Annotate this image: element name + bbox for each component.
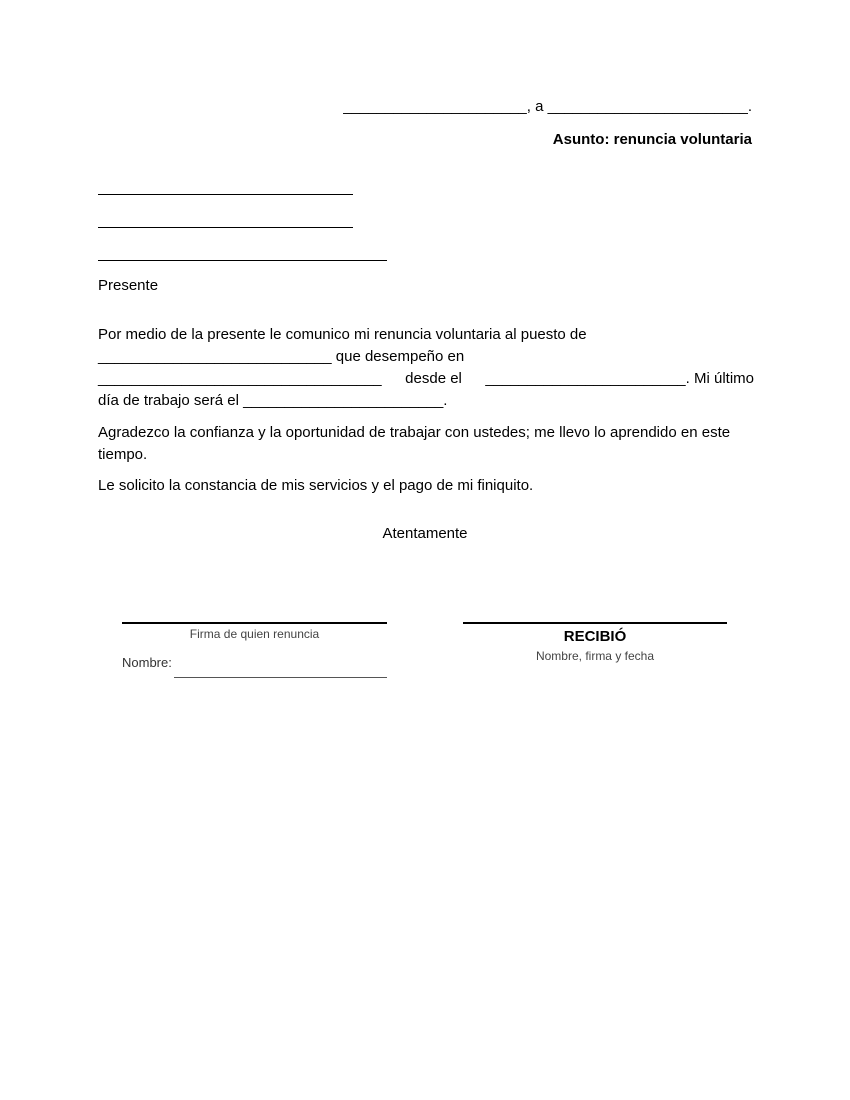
position-blank: ____________________________ xyxy=(98,348,332,365)
paragraph-line: Por medio de la presente le comunico mi renuncia voluntaria al puesto de xyxy=(98,326,587,343)
paragraph-line: día de trabajo será el ________________________. xyxy=(98,392,448,409)
paragraph-text: desde el xyxy=(405,370,462,387)
recipient-company-line xyxy=(98,260,387,261)
signature-caption-left: Firma de quien renuncia xyxy=(189,627,320,641)
paragraph-resignation xyxy=(98,324,754,412)
paragraph-request: Le solicito la constancia de mis servicios y el pago de mi finiquito. xyxy=(98,477,534,494)
signature-line-right xyxy=(463,622,727,624)
received-caption: Nombre, firma y fecha xyxy=(535,649,655,663)
signature-line-left xyxy=(122,622,387,624)
department-blank: __________________________________ xyxy=(98,370,382,387)
paragraph-text-group xyxy=(485,368,754,390)
recipient-name-line xyxy=(98,194,353,195)
recipient-position-line xyxy=(98,227,353,228)
received-title: RECIBIÓ xyxy=(563,628,627,645)
salutation: Presente xyxy=(98,277,159,294)
paragraph-line xyxy=(98,368,754,390)
name-line xyxy=(174,677,387,678)
subject-line: Asunto: renuncia voluntaria xyxy=(552,131,752,148)
place-date-line: ______________________, a ________________________. xyxy=(343,98,752,115)
closing: Atentamente xyxy=(382,525,468,542)
paragraph-gratitude: Agradezco la confianza y la oportunidad de trabajar con ustedes; me llevo lo aprendido en este tiempo. xyxy=(98,424,731,463)
start-date-blank: ________________________ xyxy=(485,370,686,387)
paragraph-text: que desempeño en xyxy=(335,348,465,365)
paragraph-text: . Mi último xyxy=(685,370,754,387)
name-label: Nombre: xyxy=(122,655,172,670)
paragraph-line xyxy=(98,346,754,368)
